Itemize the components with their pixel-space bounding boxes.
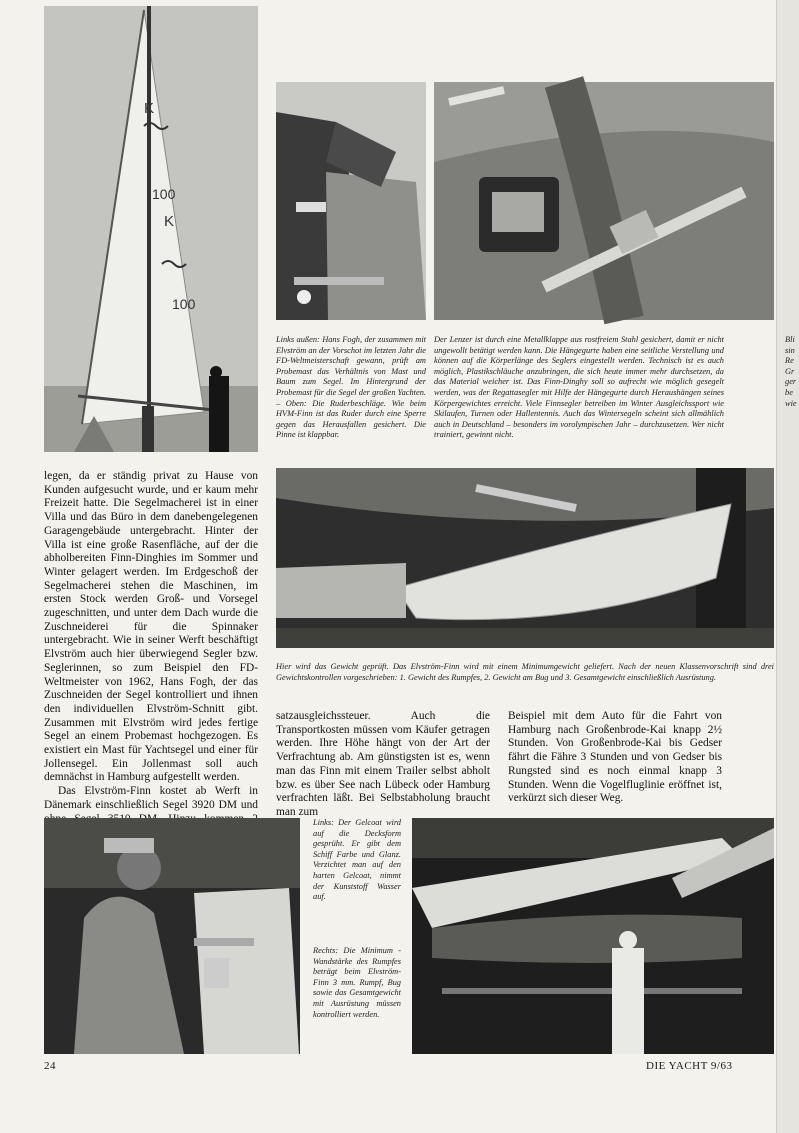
caption-bailer-straps: Der Lenzer ist durch eine Metallklappe aus rostfreiem Stahl gesichert, damit er nicht ungewollt betätigt werden kann. Die Hängegurte haben eine seitliche Verstellung und können auf die Körperlänge des Seglers eingestellt werden. Technisch ist es auch möglich, Plastikschläuche anzubringen, die sich heute immer mehr durchsetzen, da das Material weicher ist. Das Finn-Dinghy soll so aufrecht wie möglich gesegelt werden, was der Regattasegler mit Hilfe der Hängegurte durch Heraushängen seines Körpergewichtes erreicht. Viele Finnsegler betreiben im Winter Ausgleichssport wie Skilaufen, Turnen oder Hallentennis. Auch das Wintersegeln scheint sich allmählich auch in Deutschland – besonders im vorolympischen Jahr – durchzusetzen. Wer nicht trainiert, gewinnt nicht.: [434, 335, 724, 440]
caption-fogh-rudder: Links außen: Hans Fogh, der zusammen mit Elvström an der Vorschot im letzten Jahr die FD-Weltmeisterschaft gewann, prüft am Probemast das Verhältnis von Mast und Baum zum Segel. Im Hintergrund der Probemast für die Segel der großen Yachten. – Oben: Die Ruderbeschläge. Wie beim HVM-Finn ist das Ruder durch eine Sperre gegen das Herausfallen gesichert. Die Pinne ist klappbar.: [276, 335, 426, 440]
photo-hull-weighing: [276, 468, 774, 648]
caption-gelcoat: Links: Der Gelcoat wird auf die Decksform gesprüht. Er gibt dem Schiff Farbe und Glanz. Verzichtet man auf den harten Gelcoat, nimmt der Kunststoff Wasser auf.: [313, 818, 401, 902]
article-column-1: [44, 470, 258, 840]
page-number: 24: [44, 1060, 56, 1072]
sail-mark-k-lower: K: [164, 213, 175, 230]
article-paragraph-studio: legen, da er ständig privat zu Hause von Kunden aufgesucht wurde, und er kaum mehr Freizeit hatte. Die Segelmacherei ist in einer Villa und das Büro in dem danebengelegenen Garagengebäude untergebracht. Hinter der Villa ist eine große Rasenfläche, auf der die abholbereiten Finn-Dinghies im Sommer und Winter gelagert werden. Im Erdgeschoß der Segelmacherei stehen die Maschinen, im ersten Stock werden Groß- und Vorsegel zugeschnitten, und unter dem Dach wurde die Zuschneiderei für die Spinnaker untergebracht. Wie in seiner Werft beschäftigt Elvström auch hier überwiegend Segler bzw. Seglerinnen, so zum Beispiel den FD-Weltmeister von 1962, Hans Fogh, der das Zuschneiden der Segel kontrolliert und ihnen den individuellen Elvström-Schnitt gibt. Zusammen mit Elvström wird jedes fertige Segel an einem Probemast hochgezogen. Es existiert ein Mast für Yachtsegel und einer für Jollensegel. Ein Jollenmast soll auch demnächst in Hamburg aufgestellt werden.: [44, 470, 258, 784]
article-column-3: Beispiel mit dem Auto für die Fahrt von Hamburg nach Großenbrode-Kai knapp 2½ Stunden. Von Großenbrode-Kai bis Gedser fährt die Fähre 3 Stunden und von Gedser bis Rungsted sind es noch einmal knapp 3 Stunden. Wenn die Vogelfluglinie eröffnet ist, verkürzt sich dieser Weg.: [508, 710, 722, 805]
sail-mark-number-upper: 100: [152, 186, 176, 202]
photo-gelcoat-spraying: [44, 818, 300, 1054]
photo-rudder-fittings: [276, 82, 426, 320]
caption-weight-check: Hier wird das Gewicht geprüft. Das Elvström-Finn wird mit einem Minimumgewicht geliefert. Nach der neuen Klassenvorschrift sind drei Gewichtskontrollen vorgeschrieben: 1. Gewicht des Rumpfes, 2. Gewicht am Bug und 3. Gesamtgewicht einschließlich Ausrüstung.: [276, 662, 774, 682]
magazine-issue: DIE YACHT 9/63: [646, 1060, 733, 1072]
photo-sail-test-mast: [44, 6, 258, 452]
photo-bailer-hiking-straps: [434, 82, 774, 320]
photo-hull-inspection: [412, 818, 774, 1054]
caption-wall-thickness: Rechts: Die Minimum - Wandstärke des Rumpfes beträgt beim Elvström-Finn 3 mm. Rumpf, Bug sowie das Gesamtgewicht mit Ausrüstung müssen kontrolliert werden.: [313, 946, 401, 1019]
sail-mark-number-lower: 100: [172, 296, 196, 312]
sail-mark-k-upper: K: [144, 100, 155, 117]
article-column-2: satzausgleichssteuer. Auch die Transportkosten müssen vom Käufer getragen werden. Ihre Höhe hängt von der Art der Verfrachtung ab. Am günstigsten ist es, wenn man das Finn mit einem Trailer selbst abholt bzw. es über See nach Lübeck oder Hamburg verfrachten läßt. Bei Selbstabholung braucht man zum: [276, 710, 490, 818]
caption-edge-fragment: Bli sin Re Gr ger be wie: [785, 335, 797, 408]
adjacent-page-edge: [776, 0, 799, 1133]
article-paragraph-price: Das Elvström-Finn kostet ab Werft in Dänemark einschließlich Segel 3920 DM und: [44, 785, 258, 811]
